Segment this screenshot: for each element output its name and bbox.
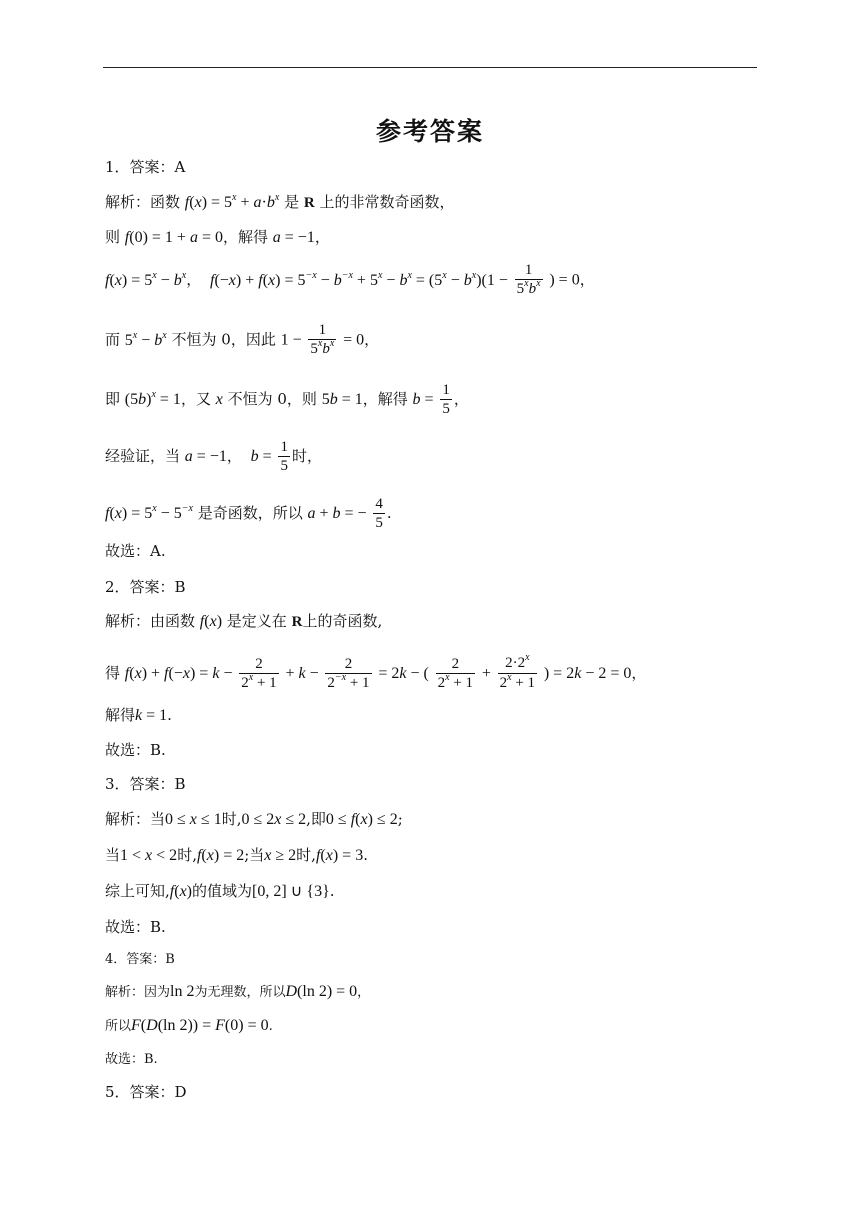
fraction: $\frac{4}{5}$	[375, 496, 383, 531]
q2-answer: 2．答案：B	[105, 578, 186, 596]
q4-answer: 4．答案：B	[105, 952, 175, 967]
fraction: $\frac{1}{5^xb^x}$	[516, 262, 541, 297]
q2-line-1: 解析：由函数 f(x) 是定义在 R上的奇函数,	[105, 612, 383, 630]
q4-line-2: 所以F(D(ln 2)) = F(0) = 0.	[105, 1017, 273, 1034]
q2-line-3: 解得k = 1.	[105, 706, 172, 724]
q2-choice: 故选：B.	[105, 741, 166, 759]
q4-line-1: 解析：因为ln 2为无理数，所以D(ln 2) = 0，	[105, 983, 371, 1000]
q3-line-1: 解析：当0 ≤ x ≤ 1时,0 ≤ 2x ≤ 2,即0 ≤ f(x) ≤ 2;	[105, 810, 403, 828]
q1-choice: 故选：A.	[105, 542, 166, 560]
q3-line-3: 综上可知,f(x)的值域为[0, 2] ∪ {3}.	[105, 882, 335, 900]
fraction: $\frac{1}{5}$	[280, 439, 288, 474]
q1-answer: 1．答案：A	[105, 158, 186, 176]
q2-line-2: 得 f(x) + f(−x) = k − $\frac{2}{2^x + 1}$ + k − $\frac{2}{2^{-x} + 1}$ = 2k − ( $\frac{2}{2^x + 1}$ + $\frac{2\cdot 2^x}{2^x + 1}$ ) = 2k − 2 = 0，	[105, 652, 647, 691]
q3-line-2: 当1 < x < 2时,f(x) = 2;当x ≥ 2时,f(x) = 3.	[105, 846, 368, 864]
q1-line-7: $f(x) = 5^x - 5^{-x}$ 是奇函数，所以 a + b = − $\frac{4}{5}$ .	[105, 496, 392, 531]
fraction: $\frac{2}{2^x + 1}$	[241, 655, 277, 691]
q3-choice: 故选：B.	[105, 918, 166, 936]
q1-line-4: 而 $5^x - b^x$ 不恒为 0，因此 1 − $\frac{1}{5^xb^x}$ = 0，	[105, 322, 380, 357]
page-title: 参考答案	[375, 117, 484, 146]
q1-line-6: 经验证，当 a = −1， b = $\frac{1}{5}$ 时，	[105, 439, 322, 474]
header-rule	[103, 67, 757, 68]
q1-line-5: 即 $(5b)^x = 1$，又 x 不恒为 0，则 5b = 1，解得 b = $\frac{1}{5}$ ，	[105, 382, 469, 417]
q5-answer: 5．答案：D	[105, 1083, 187, 1101]
q1-line-2: 则 f(0) = 1 + a = 0，解得 a = −1，	[105, 228, 330, 246]
fraction: $\frac{2}{2^{-x} + 1}$	[327, 655, 370, 691]
fraction: $\frac{2}{2^x + 1}$	[437, 655, 474, 691]
q3-answer: 3．答案：B	[105, 775, 186, 793]
q4-choice: 故选：B.	[105, 1052, 158, 1067]
fraction: $\frac{1}{5}$	[442, 382, 450, 417]
fraction: $\frac{1}{5^xb^x}$	[310, 322, 335, 357]
q1-line-3: $f(x) = 5^x - b^x$， $f(-x) + f(x) = 5^{-x} - b^{-x} + 5^x - b^x = (5^x - b^x)(1$ − $\frac{1}{5^xb^x}$ ) = 0，	[105, 262, 595, 297]
fraction: $\frac{2\cdot 2^x}{2^x + 1}$	[499, 652, 536, 691]
q1-line-1: 解析：函数 $f(x) = 5^x + a\cdot b^x$ 是 R 上的非常数奇函数，	[105, 192, 455, 211]
